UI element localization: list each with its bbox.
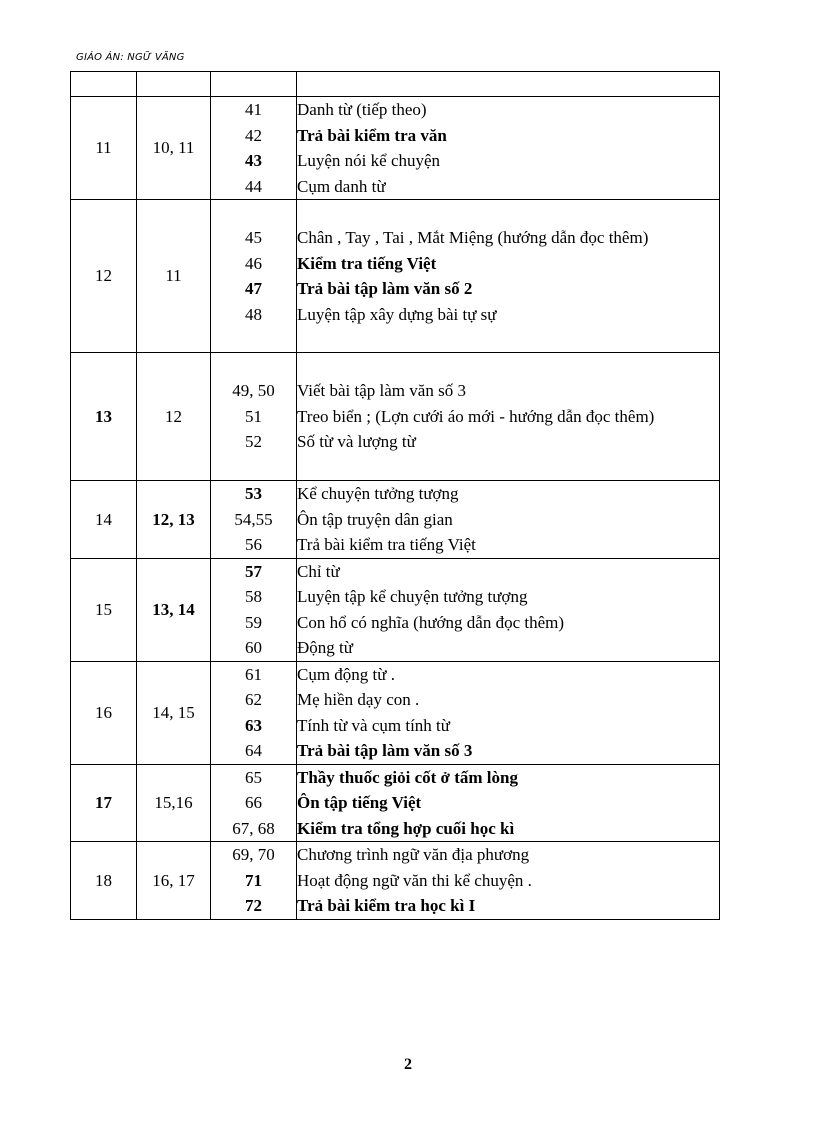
lesson-title: Kể chuyện tưởng tượng xyxy=(297,484,459,503)
hours-cell: 12 xyxy=(137,353,211,481)
page-number: 2 xyxy=(404,1056,412,1073)
lesson-title: Trả bài kiểm tra học kì I xyxy=(297,896,476,915)
period-number: 47 xyxy=(245,279,262,298)
lesson-title: Trả bài kiểm tra tiếng Việt xyxy=(297,535,476,554)
period-number: 54,55 xyxy=(234,509,273,529)
periods-cell xyxy=(211,97,297,200)
lessons-cell xyxy=(297,353,720,481)
lessons-cell xyxy=(297,200,720,353)
period-number: 58 xyxy=(245,587,262,606)
periods-cell xyxy=(211,764,297,842)
hours-cell: 14, 15 xyxy=(137,661,211,764)
lesson-title: Hoạt động ngữ văn thi kể chuyện . xyxy=(297,870,532,890)
lesson-title: Cụm động từ . xyxy=(297,664,395,684)
week-cell: 18 xyxy=(71,842,137,920)
week-cell: 13 xyxy=(71,353,137,481)
period-number: 43 xyxy=(245,151,262,170)
period-number: 46 xyxy=(245,253,262,273)
document-header: GIÁO ÁN: NGỮ VĂNG xyxy=(76,52,185,63)
lesson-title: Danh từ (tiếp theo) xyxy=(297,100,427,119)
lesson-title: Trả bài tập làm văn số 2 xyxy=(297,279,473,298)
week-cell: 15 xyxy=(71,558,137,661)
lesson-title: Luyện tập kể chuyện tưởng tượng xyxy=(297,587,528,606)
periods-cell xyxy=(211,353,297,481)
period-number: 69, 70 xyxy=(232,845,275,864)
lesson-title: Chương trình ngữ văn địa phương xyxy=(297,845,530,864)
table-header-row xyxy=(71,72,720,97)
lesson-title: Con hổ có nghĩa (hướng dẫn đọc thêm) xyxy=(297,612,565,632)
hours-cell: 10, 11 xyxy=(137,97,211,200)
lessons-cell xyxy=(297,764,720,842)
hours-cell: 11 xyxy=(137,200,211,353)
period-number: 57 xyxy=(245,561,262,581)
periods-cell xyxy=(211,558,297,661)
week-cell: 17 xyxy=(71,764,137,842)
period-number: 51 xyxy=(245,406,262,426)
table-row xyxy=(71,661,720,764)
lesson-title: Kiểm tra tiếng Việt xyxy=(297,253,437,273)
period-number: 65 xyxy=(245,767,262,787)
period-number: 60 xyxy=(245,638,262,657)
hours-cell: 13, 14 xyxy=(137,558,211,661)
period-number: 66 xyxy=(245,793,262,812)
lessons-cell xyxy=(297,842,720,920)
lessons-cell xyxy=(297,558,720,661)
lesson-title: Treo biển ; (Lợn cưới áo mới - hướng dẫn đọc thêm) xyxy=(297,406,655,426)
lesson-title: Kiểm tra tổng hợp cuối học kì xyxy=(297,818,515,838)
lesson-title: Trả bài kiểm tra văn xyxy=(297,125,447,145)
periods-cell xyxy=(211,661,297,764)
period-number: 64 xyxy=(245,741,262,760)
period-number: 41 xyxy=(245,100,262,119)
period-number: 72 xyxy=(245,896,262,915)
lesson-title: Ôn tập tiếng Việt xyxy=(297,793,422,812)
lessons-cell xyxy=(297,661,720,764)
lesson-title: Viết bài tập làm văn số 3 xyxy=(297,381,466,401)
period-number: 52 xyxy=(245,432,262,452)
period-number: 62 xyxy=(245,690,262,709)
period-number: 48 xyxy=(245,304,262,324)
hours-cell: 15,16 xyxy=(137,764,211,842)
period-number: 63 xyxy=(245,715,262,735)
lesson-title: Động từ xyxy=(297,638,353,657)
lesson-title: Chân , Tay , Tai , Mắt Miệng (hướng dẫn đọc thêm) xyxy=(297,228,649,247)
lesson-title: Ôn tập truyện dân gian xyxy=(297,509,453,529)
period-number: 71 xyxy=(245,870,262,890)
week-cell: 12 xyxy=(71,200,137,353)
table-row xyxy=(71,200,720,353)
header-cell-hours xyxy=(137,72,211,97)
table-row xyxy=(71,558,720,661)
period-number: 42 xyxy=(245,125,262,145)
lesson-plan-table xyxy=(70,71,720,920)
header-cell-lessons xyxy=(297,72,720,97)
table-row xyxy=(71,764,720,842)
lessons-cell xyxy=(297,97,720,200)
week-cell: 11 xyxy=(71,97,137,200)
periods-cell xyxy=(211,200,297,353)
lesson-title: Cụm danh từ xyxy=(297,176,386,196)
header-cell-week xyxy=(71,72,137,97)
lesson-title: Luyện nói kể chuyện xyxy=(297,151,441,170)
lesson-title: Luyện tập xây dựng bài tự sự xyxy=(297,304,497,324)
period-number: 44 xyxy=(245,176,262,196)
table-row xyxy=(71,842,720,920)
lesson-title: Trả bài tập làm văn số 3 xyxy=(297,741,473,760)
period-number: 56 xyxy=(245,535,262,554)
period-number: 61 xyxy=(245,664,262,684)
period-number: 67, 68 xyxy=(232,818,275,838)
period-number: 53 xyxy=(245,484,262,503)
header-cell-periods xyxy=(211,72,297,97)
table-row xyxy=(71,353,720,481)
period-number: 49, 50 xyxy=(232,381,275,401)
hours-cell: 16, 17 xyxy=(137,842,211,920)
period-number: 45 xyxy=(245,228,262,247)
lesson-title: Số từ và lượng từ xyxy=(297,432,416,452)
table-row xyxy=(71,97,720,200)
lesson-title: Tính từ và cụm tính từ xyxy=(297,715,450,735)
table-row xyxy=(71,481,720,559)
lesson-title: Thầy thuốc giỏi cốt ở tấm lòng xyxy=(297,767,518,787)
week-cell: 14 xyxy=(71,481,137,559)
hours-cell: 12, 13 xyxy=(137,481,211,559)
periods-cell xyxy=(211,842,297,920)
period-number: 59 xyxy=(245,612,262,632)
lesson-title: Mẹ hiền dạy con . xyxy=(297,690,420,709)
lessons-cell xyxy=(297,481,720,559)
lesson-title: Chỉ từ xyxy=(297,561,340,581)
periods-cell xyxy=(211,481,297,559)
week-cell: 16 xyxy=(71,661,137,764)
